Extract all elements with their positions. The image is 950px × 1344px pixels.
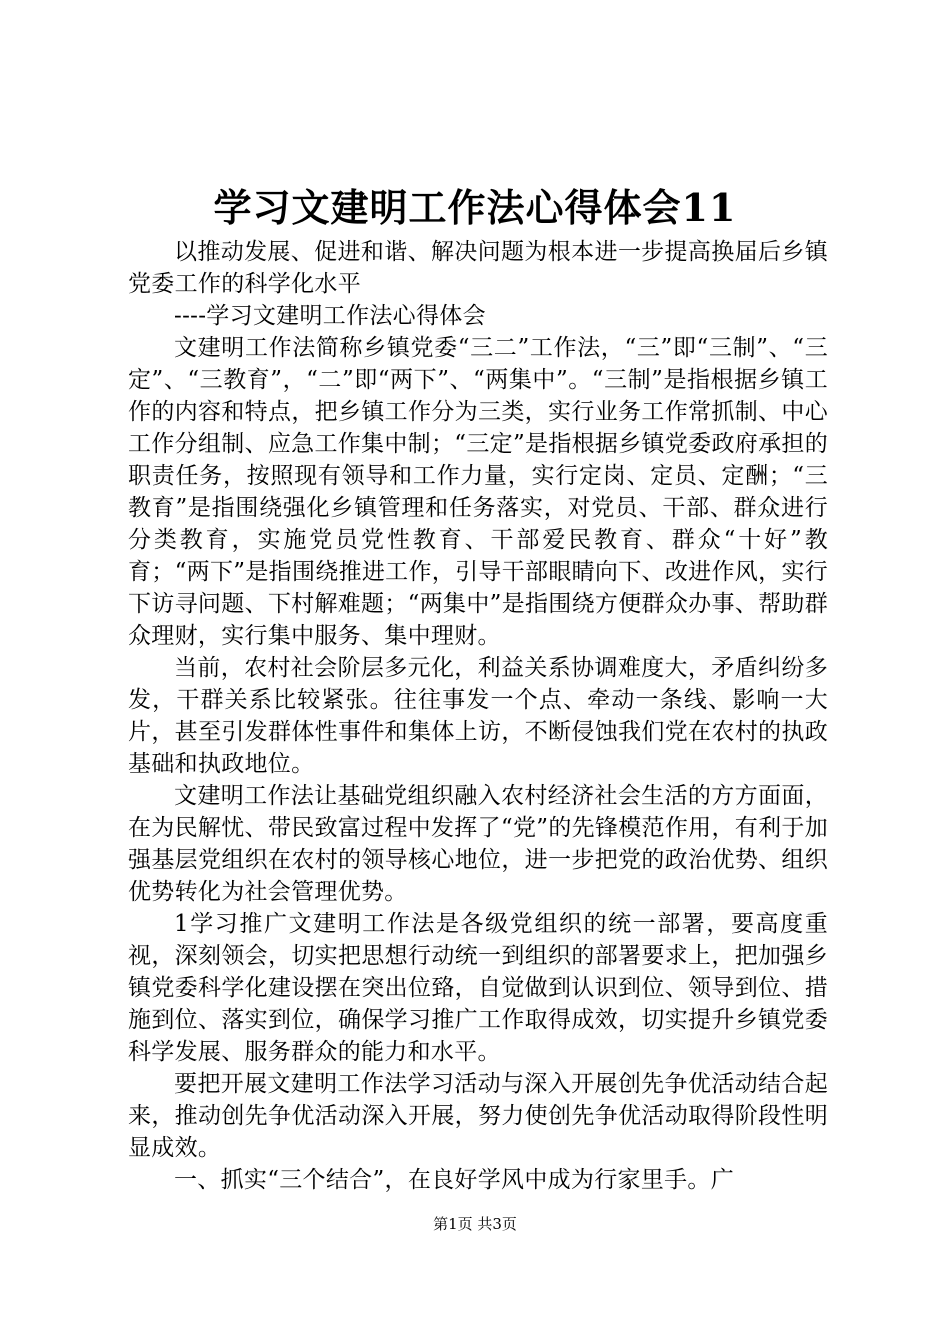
document-body	[128, 236, 828, 1196]
paragraph-method-benefit: 文建明工作法让基础党组织融入农村经济社会生活的方方面面，在为民解忧、带民致富过程中发挥了“党”的先锋模范作用，有利于加强基层党组织在农村的领导核心地位，进一步把党的政治优势、组织优势转化为社会管理优势。	[128, 783, 828, 905]
paragraph-subtitle: ----学习文建明工作法心得体会	[174, 303, 486, 329]
page-footer: 第1页 共3页	[433, 1215, 517, 1233]
paragraph-intro: 以推动发展、促进和谐、解决问题为根本进一步提高换届后乡镇党委工作的科学化水平	[128, 239, 828, 297]
paragraph-integration: 要把开展文建明工作法学习活动与深入开展创先争优活动结合起来，推动创先争优活动深入开展，努力使创先争优活动取得阶段性明显成效。	[128, 1071, 828, 1161]
paragraph-method-summary: 文建明工作法简称乡镇党委“三二”工作法，“三”即“三制”、“三定”、“三教育”，“二”即“两下”、“两集中”。“三制”是指根据乡镇工作的内容和特点，把乡镇工作分为三类，实行业务工作常抓制、中心工作分组制、应急工作集中制；“三定”是指根据乡镇党委政府承担的职责任务，按照现有领导和工作力量，实行定岗、定员、定酬；“三教育”是指围绕强化乡镇管理和任务落实，对党员、干部、群众进行分类教育，实施党员党性教育、干部爱民教育、群众“十好”教育；“两下”是指围绕推进工作，引导干部眼睛向下、改进作风，实行下访寻问题、下村解难题；“两集中”是指围绕方便群众办事、帮助群众理财，实行集中服务、集中理财。	[128, 335, 828, 649]
paragraph-current-situation: 当前，农村社会阶层多元化，利益关系协调难度大，矛盾纠纷多发，干群关系比较紧张。往往事发一个点、牵动一条线、影响一大片，甚至引发群体性事件和集体上访，不断侵蚀我们党在农村的执政基础和执政地位。	[128, 655, 828, 777]
page-title: 学习文建明工作法心得体会11	[213, 185, 737, 230]
paragraph-three-combinations: 一、抓实“三个结合”，在良好学风中成为行家里手。广	[174, 1167, 735, 1193]
paragraph-study-priority: 1学习推广文建明工作法是各级党组织的统一部署，要高度重视，深刻领会，切实把思想行动统一到组织的部署要求上，把加强乡镇党委科学化建设摆在突出位臵，自觉做到认识到位、领导到位、措施到位、落实到位，确保学习推广工作取得成效，切实提升乡镇党委科学发展、服务群众的能力和水平。	[128, 911, 828, 1065]
